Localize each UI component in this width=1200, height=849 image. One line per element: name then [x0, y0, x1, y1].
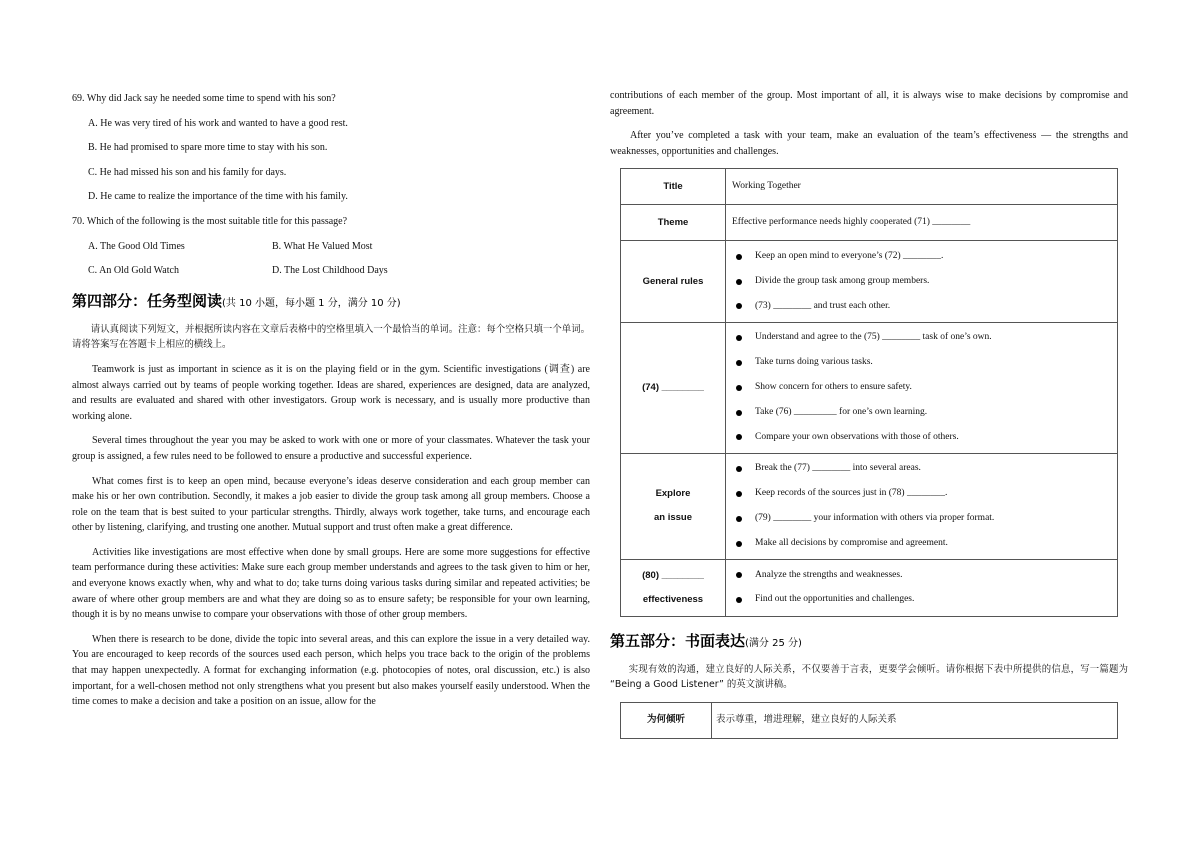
bullet-icon: [736, 254, 742, 260]
list-item: [732, 244, 1111, 269]
list-item: [732, 400, 1111, 425]
table-explore-cell: [726, 453, 1118, 559]
list-item-text: (79) ________ your information with others via proper format.: [755, 512, 995, 523]
list-item: [732, 326, 1111, 351]
list-item: [732, 375, 1111, 400]
question-69-option-b: B. He had promised to spare more time to stay with his son.: [88, 142, 328, 154]
table-explore-header-line-1: Explore: [655, 488, 691, 500]
passage-paragraph-2: Several times throughout the year you may be asked to work with one or more of your classmates. Whatever the task your group is assigned, a few rules need to be followed to ensure a productive and successful experience.: [72, 435, 590, 462]
list-item: [732, 588, 1111, 613]
list-item-text: Find out the opportunities and challenges.: [755, 594, 915, 605]
question-69-stem: 69. Why did Jack say he needed some time to spend with his son?: [72, 93, 336, 104]
list-item-text: Understand and agree to the (75) ________ task of one’s own.: [755, 332, 992, 343]
part5-heading: [610, 631, 1128, 654]
question-70-options-ab: [72, 236, 590, 261]
table-80-header-line-1: (80) ________: [642, 569, 704, 581]
list-item-text: (73) ________ and trust each other.: [755, 300, 891, 311]
table-74-header: (74) ________: [621, 322, 726, 453]
list-item-text: Show concern for others to ensure safety.: [755, 381, 912, 392]
table-80-header-line-2: effectiveness: [642, 593, 704, 605]
list-item: [732, 482, 1111, 507]
list-item: [732, 457, 1111, 482]
table-explore-header-line-2: an issue: [653, 512, 693, 524]
list-item-text: Keep an open mind to everyone’s (72) ________.: [755, 250, 944, 261]
right-column: [610, 88, 1128, 739]
bullet-icon: [736, 466, 742, 472]
table-title-value: Working Together: [726, 169, 1118, 205]
bullet-icon: [736, 303, 742, 309]
list-item: [732, 425, 1111, 450]
list-item-text: Analyze the strengths and weaknesses.: [755, 569, 903, 580]
part5-title: 第五部分：书面表达: [610, 631, 746, 650]
list-item-text: Keep records of the sources just in (78) ________.: [755, 488, 948, 499]
part4-note: (共 10 小题，每小题 1 分，满分 10 分): [222, 297, 401, 309]
bullet-icon: [736, 385, 742, 391]
table-74-cell: [726, 322, 1118, 453]
list-item: [732, 351, 1111, 376]
list-item: [732, 506, 1111, 531]
table-explore-header: [621, 453, 726, 559]
list-item-text: Take (76) _________ for one’s own learning.: [755, 406, 928, 417]
part5-note: (满分 25 分): [745, 637, 802, 649]
part4-heading: [72, 291, 590, 314]
passage-paragraph-5-continued: contributions of each member of the group. Most important of all, it is always wise to make decisions by compromise and agreement.: [610, 90, 1128, 117]
bullet-icon: [736, 434, 742, 440]
bullet-icon: [736, 597, 742, 603]
bullet-icon: [736, 410, 742, 416]
passage-paragraph-4: Activities like investigations are most effective when done by small groups. Here are some more suggestions for effective team performance during these activities: Make sure each group member understands and agrees to the task given to him or her, and everyone knows exactly when, why and what to do; take turns doing various tasks during similar and repeated activities; be aware of where other group members are and what they are doing so as to ensure safety; be responsible for your own learning, though it is by no means unwise to compare your observations with those of other group members.: [72, 546, 590, 621]
question-70-option-b: B. What He Valued Most: [272, 240, 373, 252]
task-table: [620, 168, 1118, 616]
bullet-icon: [736, 572, 742, 578]
table-general-rules-header: General rules: [621, 241, 726, 322]
list-item-text: Divide the group task among group members.: [755, 275, 930, 286]
question-70-options-cd: [72, 260, 590, 285]
question-70-option-c: C. An Old Gold Watch: [88, 265, 179, 277]
bullet-icon: [736, 279, 742, 285]
question-69-option-d: D. He came to realize the importance of the time with his family.: [88, 191, 348, 203]
passage-paragraph-3: What comes first is to keep an open mind, because everyone’s ideas deserve consideration and each group member can make his or her own contribution. Secondly, it makes a job easier to divide the group task among all group members. Choose a role on the team that is best suited to your particular strengths. Thirdly, always work together, take turns, and encourage each other by listening, clarifying, and trusting one another. Mutual support and trust often make a great difference.: [72, 475, 590, 534]
list-item-text: Compare your own observations with those of others.: [755, 431, 959, 442]
question-70-stem: 70. Which of the following is the most suitable title for this passage?: [72, 215, 348, 227]
list-item-text: Take turns doing various tasks.: [755, 357, 873, 368]
list-item-text: Make all decisions by compromise and agreement.: [755, 537, 948, 548]
table-title-header: Title: [621, 169, 726, 205]
bullet-icon: [736, 335, 742, 341]
part4-instructions: 请认真阅读下列短文，并根据所读内容在文章后表格中的空格里填入一个最恰当的单词。注意：每个空格只填一个单词。请将答案写在答题卡上相应的横线上。: [72, 323, 590, 351]
part4-title: 第四部分：任务型阅读: [72, 291, 223, 310]
question-69-option-c: C. He had missed his son and his family for days.: [88, 166, 287, 178]
writing-info-table: [620, 702, 1118, 739]
list-item-text: Break the (77) ________ into several areas.: [755, 463, 921, 474]
table-80-header: [621, 559, 726, 616]
list-item: [732, 531, 1111, 556]
list-item: [732, 294, 1111, 319]
table-theme-header: Theme: [621, 205, 726, 241]
table-80-cell: [726, 559, 1118, 616]
left-column: [72, 88, 590, 719]
list-item: [732, 563, 1111, 588]
question-70-option-d: D. The Lost Childhood Days: [272, 265, 388, 277]
bullet-icon: [736, 541, 742, 547]
passage-paragraph-1: Teamwork is just as important in science as it is on the playing field or in the gym. Scientific investigations (调查) are almost always carried out by teams of people working together. Ideas are shared, experiences are designed, data are analyzed, and results are evaluated and shared with other investigators. Group work is necessary, and is usually more productive than working alone.: [72, 363, 590, 422]
question-70-option-a: A. The Good Old Times: [88, 240, 185, 252]
bullet-icon: [736, 360, 742, 366]
writing-table-header: 为何倾听: [621, 702, 712, 738]
bullet-icon: [736, 491, 742, 497]
part5-instructions: 实现有效的沟通，建立良好的人际关系，不仅要善于言表，更要学会倾听。请你根据下表中所提供的信息，写一篇题为 “Being a Good Listener” 的英文演讲稿。: [610, 663, 1128, 691]
passage-paragraph-5: When there is research to be done, divide the topic into several areas, and this can explore the issue in a very detailed way. You are encouraged to keep records of the sources used each person, which helps you trace back to the origin of the problems that may happen unexpectedly. A format for exchanging information (e.g. photocopies of notes, oral discussion, etc.) is also important, for a well-chosen method not only strengthens what you present but also makes yourself easily understood. When the time comes to make a decision and take a position on an issue, allow for the: [72, 633, 590, 708]
list-item: [732, 269, 1111, 294]
table-general-rules-cell: [726, 241, 1118, 322]
bullet-icon: [736, 516, 742, 522]
passage-paragraph-6: After you’ve completed a task with your team, make an evaluation of the team’s effectiveness — the strengths and weaknesses, opportunities and challenges.: [610, 130, 1128, 157]
table-theme-value: Effective performance needs highly cooperated (71) ________: [726, 205, 1118, 241]
question-69-option-a: A. He was very tired of his work and wanted to have a good rest.: [88, 117, 348, 129]
writing-table-value: 表示尊重，增进理解，建立良好的人际关系: [712, 702, 1118, 738]
